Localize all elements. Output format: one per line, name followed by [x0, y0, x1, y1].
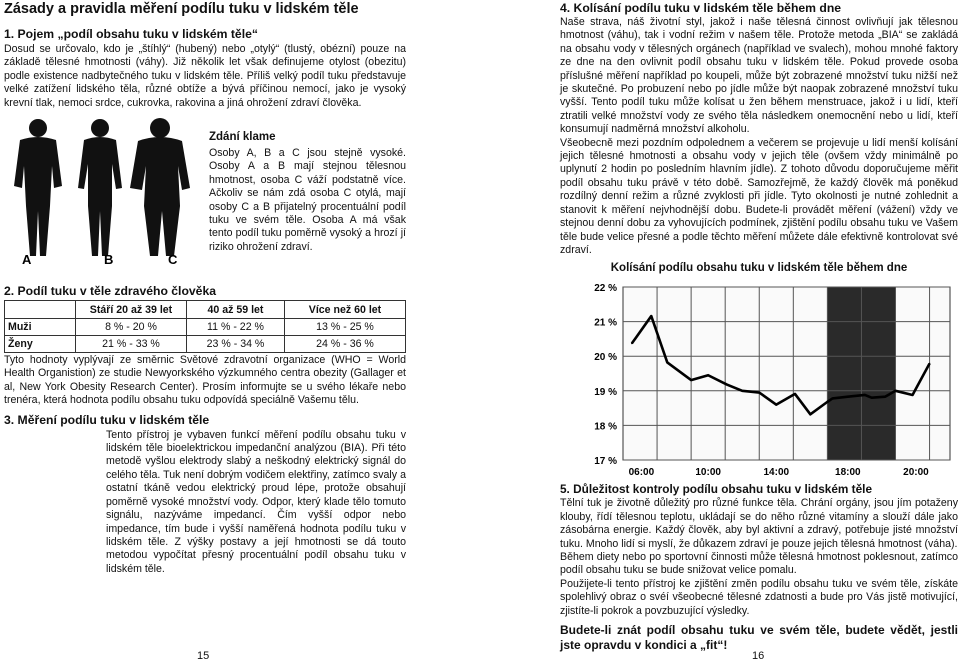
header-cell: Více než 60 let — [285, 301, 406, 319]
section-2-heading: 2. Podíl tuku v těle zdravého člověka — [4, 284, 217, 299]
data-point — [832, 398, 834, 400]
y-tick-label: 19 % — [594, 387, 617, 399]
x-tick-label: 10:00 — [695, 467, 721, 479]
page-number-right: 16 — [752, 650, 765, 662]
section-1-heading: 1. Pojem „podíl obsahu tuku v lidském těle“ — [4, 27, 258, 41]
data-point — [929, 363, 931, 365]
data-point — [650, 316, 652, 318]
row-label: Muži — [5, 319, 76, 336]
section-3-text: Tento přístroj je vybaven funkcí měření podílu obsahu tuku v lidském těle bioelektrickou impedanční analýzou (BIA). Při této metodě vyšlou elektrody slabý a neškodný elektrický signál do celého těla. Tuk není dobrým vodičem elektřiny, zatímco svaly a ostatní tkáně vedou elektrický proud lépe, protože obsahují poměrně vysoké množství vody. Odpor, který klade tělo tomuto signálu, nazýváme impedancí. Čím vyšší odpor nebo impedance, tím bude i vyšší naměřená hodnota podílu tuku v lidském těle. Z výšky postavy a její hmotnosti se dá touto metodou vypočítat přesný procentuální podíl obsahu tuku v lidském těle. — [106, 428, 406, 575]
data-point — [912, 394, 914, 396]
data-point — [810, 414, 812, 416]
section-4-text-1: Naše strava, náš životní styl, jakož i naše tělesná činnost ovlivňují jak tělesnou hmotnost (váhu), tak i vodní režim v našem těle. Protože metoda „BIA“ se zakládá na obsahu vody v tělesných orgánech (například ve svalech), mohou mnohé faktory ze dne na den ovlivnit podíl obsahu tuku v lidském těle. Pokud provede osoba příslušné měření například po koupeli, může být zobrazené množství tuku nižší než je skutečné. Po probuzení nebo po jídle může být naopak zobrazené množství tuku vyšší. Tento podíl tuku může kolísat u žen během menstruace, jakož i u lidí, kteří ztratili velké množství vody ze svého těla následkem onemocnění nebo u lidí, kteří konsumují nadměrná množství alkoholu. — [560, 16, 958, 136]
data-point — [666, 362, 668, 364]
data-point — [775, 404, 777, 406]
y-tick-label: 22 % — [594, 283, 617, 295]
cell: 21 % - 33 % — [76, 336, 187, 353]
silhouette-a — [14, 119, 62, 256]
right-page — [560, 0, 958, 653]
data-point — [758, 392, 760, 394]
label-a: A — [22, 252, 32, 267]
data-point — [864, 394, 866, 396]
cell: 13 % - 25 % — [285, 319, 406, 336]
data-point — [631, 343, 633, 345]
cell: 23 % - 34 % — [187, 336, 285, 353]
data-point — [847, 396, 849, 398]
left-page — [4, 0, 406, 576]
row-label: Ženy — [5, 336, 76, 353]
data-point — [741, 390, 743, 392]
box-text: Osoby A, B a C jsou stejně vysoké. Osoby A a B mají stejnou tělesnou hmotnost, osoba C váží podstatně více. Ačkoliv se nám zdá osoba C otylá, mají osoby C a B přijatelný procentuální podíl tuku ve svém těle. Osoba A má však tento podíl tuku poměrně vysoký a hrozí jí riziko ohrožení zdraví. — [209, 147, 406, 253]
cell: 11 % - 22 % — [187, 319, 285, 336]
data-point — [895, 390, 897, 392]
page-number-left: 15 — [197, 650, 210, 662]
section-5-heading: 5. Důležitost kontroly podílu obsahu tuku v lidském těle — [560, 482, 873, 497]
y-tick-label: 17 % — [594, 456, 617, 468]
cell: 24 % - 36 % — [285, 336, 406, 353]
y-tick-label: 18 % — [594, 421, 617, 433]
box — [209, 130, 406, 254]
section-5-text-2: Během diety nebo po sportovní činnosti může tělesná hmotnost poklesnout, zatímco podíl obsahu tuku se bude snižovat velice pomalu. — [560, 550, 958, 577]
section-4-text-2: Všeobecně mezi pozdním odpolednem a večerem se projevuje u lidí menší kolísání jejich tělesné hmotnosti a obsahu vody v jejich těle (ovšem vždy minimálně po uplynutí 2 hodin po posledním hlavním jídle). Z tohoto důvodu doporučujeme měřit podíl obsahu tuku právě v této době. Samozřejmě, že každý člověk má poněkud rozdílný denní režim a různé zvyklosti při jídle. Tyto okolnosti je nutné zohlednit a stanovit k měření nejvhodnější dobu. Budete-li provádět měření (vážení) vždy ve stejnou denní dobu za vyhovujících podmínek, zjištění podílu obsahu tuku ve Vašem těle bude velice přesné a podle těchto měření můžete dále efektivně kontrolovat své zdraví. — [560, 136, 958, 256]
section-5-text-3: Použijete-li tento přístroj ke zjištění změn podílu obsahu tuku ve svém těle, získáte spolehlivý obraz o svéí všeobecné tělesné zdatnosti a bude pro Vás jistě motivující, zjistíte-li pokrok a povzbuzující výsledky. — [560, 577, 958, 617]
data-point — [726, 384, 728, 386]
closing-statement: Budete-li znát podíl obsahu tuku ve svém těle, budete vědět, jestli jste opravdu v kondici a „fit“! — [560, 622, 958, 652]
data-point — [871, 397, 873, 399]
data-point — [690, 380, 692, 382]
x-tick-label: 06:00 — [628, 467, 655, 479]
cell: 8 % - 20 % — [76, 319, 187, 336]
section-4-heading: 4. Kolísání podílu tuku v lidském těle během dne — [560, 1, 842, 15]
label-b: B — [104, 252, 114, 267]
chart-title: Kolísání podílu obsahu tuku v lidském těle během dne — [610, 262, 908, 275]
silhouette-c — [130, 118, 190, 256]
data-point — [794, 393, 796, 395]
x-tick-label: 14:00 — [763, 467, 790, 479]
y-tick-label: 20 % — [594, 352, 617, 364]
table-row — [5, 336, 406, 353]
box-heading: Zdání klame — [209, 131, 276, 144]
x-tick-label: 18:00 — [835, 467, 861, 479]
data-point — [707, 375, 709, 377]
silhouette-b — [78, 119, 122, 256]
fat-table — [4, 300, 406, 353]
header-cell — [5, 301, 76, 319]
header-cell: 40 až 59 let — [187, 301, 285, 319]
x-tick-label: 20:00 — [903, 467, 929, 479]
section-2-text: Tyto hodnoty vyplývají ze směrnic Světové zdravotní organizace (WHO = World Health Organistion) ze studie Newyorkského výzkumného centra obezity (Gallager et al, New York Obesity Research Center). Prosím informujte se u svého lékaře nebo trenéra, která hodnota podílu obsahu tuku odpovídá speciálně Vašemu tělu. — [4, 354, 406, 407]
data-point — [884, 396, 886, 398]
table-header-row — [5, 301, 406, 319]
y-tick-label: 21 % — [594, 317, 617, 329]
header-cell: Stáří 20 až 39 let — [76, 301, 187, 319]
page-title: Zásady a pravidla měření podílu tuku v lidském těle — [4, 1, 359, 17]
data-point — [827, 401, 829, 403]
figure-row — [4, 116, 406, 266]
table-row — [5, 319, 406, 336]
section-5-text-1: Tělní tuk je životně důležitý pro různé funkce těla. Chrání orgány, jsou jím potaženy klouby, řídí tělesnou teplotu, ukládají se do něho různé vitamíny a slouží dále jako zásobárna energie. Každý člověk, aby byl aktivní a zdravý, potřebuje jisté množství tuku. Mnoho lidí si myslí, že důkazem zdraví je pouze jejich tělesná hmotnost (váha). — [560, 497, 958, 550]
label-c: C — [168, 252, 178, 267]
section-1-text: Dosud se určovalo, kdo je „štíhlý“ (hubený) nebo „otylý“ (tlustý, obézní) pouze na základě tělesné hmotnosti (váhy). Již několik let však definujeme otylost (obezitu) podle existence nadbytečného tuku v lidském těle. Příliš velký podíl tuku představuje velké zatížení lidského těla, různé obtíže a bývá příčinou nemocí, jako je vysoký krevní tlak, nemoci srdce, cukrovka, rakovina a jiná ohrožení zdraví člověka. — [4, 43, 406, 109]
section-3-heading: 3. Měření podílu tuku v lidském těle — [4, 412, 210, 427]
plot-area — [623, 287, 950, 460]
silhouettes-figure — [8, 116, 198, 266]
fat-fluctuation-chart — [580, 276, 960, 480]
